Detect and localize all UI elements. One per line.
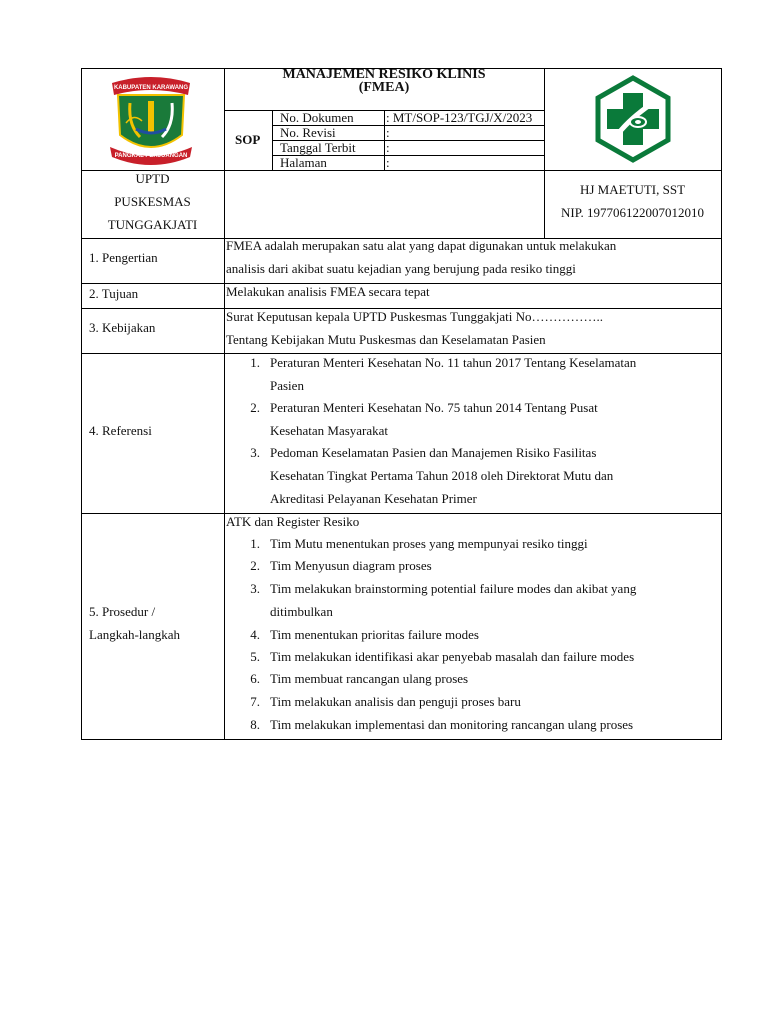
sop-label: SOP bbox=[235, 132, 261, 147]
section-label-kebijakan: 3. Kebijakan bbox=[89, 320, 156, 335]
prosedur-step-4-number: 4. bbox=[250, 627, 260, 642]
prosedur-step-1-number: 1. bbox=[250, 536, 260, 551]
puskesmas-logo-icon bbox=[589, 75, 677, 163]
prosedur-step-3-number: 3. bbox=[250, 581, 260, 596]
referensi-item-2-line-2: Kesehatan Masyarakat bbox=[270, 423, 389, 438]
section-label-prosedur-line-2: Langkah-langkah bbox=[89, 627, 180, 642]
karawang-logo-icon bbox=[106, 73, 196, 167]
meta-value-halaman: : bbox=[386, 155, 390, 170]
prosedur-step-2-text: Tim Menyusun diagram proses bbox=[270, 558, 432, 573]
prosedur-step-8-text: Tim melakukan implementasi dan monitoring rancangan ulang proses bbox=[270, 717, 634, 732]
meta-value-tanggal-terbit: : bbox=[386, 140, 390, 155]
tujuan-line-1: Melakukan analisis FMEA secara tepat bbox=[226, 284, 430, 299]
prosedur-step-3-line-2: ditimbulkan bbox=[270, 604, 333, 619]
org-line-1: UPTD bbox=[135, 171, 170, 186]
document-title-line2: (FMEA) bbox=[358, 80, 410, 95]
kebijakan-line-2: Tentang Kebijakan Mutu Puskesmas dan Keselamatan Pasien bbox=[226, 332, 546, 347]
prosedur-step-4-text: Tim menentukan prioritas failure modes bbox=[270, 627, 479, 642]
logo-banner-bottom: PANGKAL PERJUANGAN bbox=[114, 153, 188, 159]
org-line-3: TUNGGAKJATI bbox=[107, 217, 198, 232]
referensi-item-2-number: 2. bbox=[250, 400, 260, 415]
prosedur-step-3-line-1: Tim melakukan brainstorming potential failure modes dan akibat yang bbox=[270, 581, 637, 596]
referensi-item-3-number: 3. bbox=[250, 445, 260, 460]
referensi-item-3-line-2: Kesehatan Tingkat Pertama Tahun 2018 oleh Direktorat Mutu dan bbox=[270, 468, 614, 483]
prosedur-step-5-text: Tim melakukan identifikasi akar penyebab masalah dan failure modes bbox=[270, 649, 635, 664]
referensi-item-1-line-1: Peraturan Menteri Kesehatan No. 11 tahun 2017 Tentang Keselamatan bbox=[270, 355, 637, 370]
meta-value-no-dokumen: : MT/SOP-123/TGJ/X/2023 bbox=[386, 110, 533, 125]
section-label-tujuan: 2. Tujuan bbox=[89, 286, 139, 301]
meta-label-no-revisi: No. Revisi bbox=[280, 125, 336, 140]
referensi-item-1-number: 1. bbox=[250, 355, 260, 370]
prosedur-step-8-number: 8. bbox=[250, 717, 260, 732]
prosedur-step-5-number: 5. bbox=[250, 649, 260, 664]
meta-label-halaman: Halaman bbox=[280, 155, 327, 170]
section-label-referensi: 4. Referensi bbox=[89, 423, 152, 438]
meta-label-no-dokumen: No. Dokumen bbox=[280, 110, 354, 125]
logo-banner-top: KABUPATEN KARAWANG bbox=[113, 85, 189, 91]
referensi-item-2-line-1: Peraturan Menteri Kesehatan No. 75 tahun 2014 Tentang Pusat bbox=[270, 400, 598, 415]
prosedur-step-6-number: 6. bbox=[250, 671, 260, 686]
head-name: HJ MAETUTI, SST bbox=[579, 182, 686, 197]
org-line-2: PUSKESMAS bbox=[114, 194, 191, 209]
meta-value-no-revisi: : bbox=[386, 125, 390, 140]
prosedur-step-6-text: Tim membuat rancangan ulang proses bbox=[270, 671, 469, 686]
section-label-prosedur-line-1: 5. Prosedur / bbox=[89, 604, 156, 619]
prosedur-step-7-number: 7. bbox=[250, 694, 260, 709]
prosedur-step-2-number: 2. bbox=[250, 558, 260, 573]
document-title-line1: MANAJEMEN RESIKO KLINIS bbox=[282, 67, 486, 82]
referensi-item-3-line-3: Akreditasi Pelayanan Kesehatan Primer bbox=[270, 491, 477, 506]
prosedur-step-7-text: Tim melakukan analisis dan penguji proses baru bbox=[270, 694, 521, 709]
pengertian-line-1: FMEA adalah merupakan satu alat yang dapat digunakan untuk melakukan bbox=[226, 238, 617, 253]
section-label-pengertian: 1. Pengertian bbox=[89, 250, 158, 265]
referensi-item-3-line-1: Pedoman Keselamatan Pasien dan Manajemen Risiko Fasilitas bbox=[270, 445, 597, 460]
meta-label-tanggal-terbit: Tanggal Terbit bbox=[280, 140, 356, 155]
referensi-item-1-line-2: Pasien bbox=[270, 378, 304, 393]
pengertian-line-2: analisis dari akibat suatu kejadian yang berujung pada resiko tinggi bbox=[226, 261, 576, 276]
prosedur-intro: ATK dan Register Resiko bbox=[226, 514, 360, 529]
kebijakan-line-1: Surat Keputusan kepala UPTD Puskesmas Tunggakjati No…………….. bbox=[226, 309, 603, 324]
head-nip: NIP. 197706122007012010 bbox=[560, 205, 704, 220]
prosedur-step-1-text: Tim Mutu menentukan proses yang mempunyai resiko tinggi bbox=[270, 536, 588, 551]
